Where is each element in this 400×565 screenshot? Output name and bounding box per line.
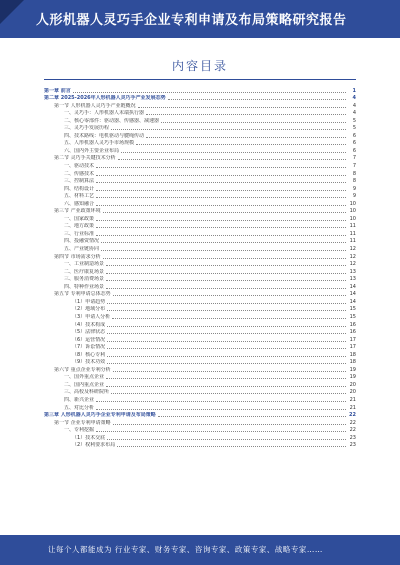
toc-entry[interactable] xyxy=(44,154,356,162)
header-corner-decoration xyxy=(0,0,24,24)
toc-entry-label: 二、国内重点企业 xyxy=(64,381,105,388)
toc-leader-dots xyxy=(158,416,346,417)
toc-entry-label: 五、材料工艺 xyxy=(64,193,95,200)
toc-entry-label: 二、医疗康复场景 xyxy=(64,268,105,275)
toc-leader-dots xyxy=(107,356,346,357)
toc-entry-page: 6 xyxy=(352,132,356,139)
toc-leader-dots xyxy=(96,227,346,228)
toc-entry-label: 四、投融资情况 xyxy=(64,238,100,245)
toc-leader-dots xyxy=(117,446,346,447)
toc-entry-page: 20 xyxy=(349,381,356,388)
toc-entry-label: 一、灵巧手：人形机器人末端执行器 xyxy=(64,110,145,117)
toc-entry-label: 五、产业链协同 xyxy=(64,246,100,253)
toc-leader-dots xyxy=(118,159,346,160)
toc-leader-dots xyxy=(107,310,346,311)
toc-entry-page: 12 xyxy=(349,246,356,253)
toc-entry[interactable] xyxy=(44,426,356,434)
toc-leader-dots xyxy=(96,409,346,410)
toc-entry-page: 12 xyxy=(349,261,356,268)
toc-entry-page: 20 xyxy=(349,389,356,396)
toc-entry[interactable] xyxy=(44,267,356,275)
toc-entry-label: 五、对比分析 xyxy=(64,404,95,411)
toc-entry-page: 21 xyxy=(349,396,356,403)
toc-entry[interactable] xyxy=(44,222,356,230)
toc-entry-page: 15 xyxy=(349,306,356,313)
toc-leader-dots xyxy=(168,99,346,100)
toc-entry-page: 1 xyxy=(352,87,356,94)
toc-leader-dots xyxy=(101,250,346,251)
toc-entry-label: 二、核心零部件：驱动器、传感器、减速器 xyxy=(64,117,160,124)
toc-leader-dots xyxy=(107,348,346,349)
toc-entry[interactable] xyxy=(44,395,356,403)
toc-leader-dots xyxy=(107,363,346,364)
toc-entry[interactable] xyxy=(44,365,356,373)
toc-leader-dots xyxy=(146,114,346,115)
toc-entry[interactable] xyxy=(44,335,356,343)
toc-entry[interactable] xyxy=(44,358,356,366)
toc-entry[interactable] xyxy=(44,94,356,102)
toc-entry-label: 二、地方政策 xyxy=(64,223,95,230)
toc-entry[interactable] xyxy=(44,441,356,449)
toc-entry-page: 16 xyxy=(349,321,356,328)
toc-entry-label: 三、高校及科研院所 xyxy=(64,389,110,396)
toc-leader-dots xyxy=(96,431,346,432)
toc-entry[interactable] xyxy=(44,297,356,305)
toc-leader-dots xyxy=(106,378,346,379)
toc-entry[interactable] xyxy=(44,169,356,177)
toc-leader-dots xyxy=(107,333,346,334)
toc-leader-dots xyxy=(106,265,346,266)
toc-entry[interactable] xyxy=(44,403,356,411)
toc-entry-page: 17 xyxy=(349,344,356,351)
toc-leader-dots xyxy=(101,242,346,243)
toc-entry[interactable] xyxy=(44,139,356,147)
toc-entry-label: 三、服务消费场景 xyxy=(64,276,105,283)
toc-entry-label: 第一章 前言 xyxy=(44,87,71,94)
toc-entry-page: 18 xyxy=(349,359,356,366)
toc-entry[interactable] xyxy=(44,388,356,396)
toc-entry-label: 二、传感技术 xyxy=(64,170,95,177)
toc-entry[interactable] xyxy=(44,380,356,388)
toc-leader-dots xyxy=(107,341,346,342)
toc-entry-label: 四、新兴企业 xyxy=(64,396,95,403)
toc-entry[interactable] xyxy=(44,328,356,336)
toc-leader-dots xyxy=(111,393,346,394)
toc-entry[interactable] xyxy=(44,244,356,252)
toc-leader-dots xyxy=(73,92,346,93)
toc-entry-label: 第二章 2025-2026年人形机器人灵巧手产业发展态势 xyxy=(44,95,166,102)
toc-entry[interactable] xyxy=(44,177,356,185)
toc-entry-label: （8）核心专利 xyxy=(72,351,106,358)
toc-entry-page: 16 xyxy=(349,329,356,336)
toc-entry[interactable] xyxy=(44,343,356,351)
toc-entry[interactable] xyxy=(44,229,356,237)
toc-entry-label: 第三章 人形机器人灵巧手企业专利申请及布局策略 xyxy=(44,412,156,419)
table-of-contents xyxy=(44,86,356,448)
header-banner xyxy=(0,0,400,38)
toc-entry[interactable] xyxy=(44,214,356,222)
toc-entry-label: 三、行业标准 xyxy=(64,230,95,237)
toc-entry-page: 19 xyxy=(349,366,356,373)
toc-entry-label: 五、人形机器人灵巧手市场规模 xyxy=(64,140,135,147)
toc-entry[interactable] xyxy=(44,433,356,441)
toc-entry-label: 第二节 灵巧手关键技术分析 xyxy=(54,155,116,162)
toc-entry[interactable] xyxy=(44,260,356,268)
toc-entry[interactable] xyxy=(44,146,356,154)
toc-entry[interactable] xyxy=(44,275,356,283)
toc-leader-dots xyxy=(96,197,346,198)
toc-leader-dots xyxy=(106,288,346,289)
toc-entry[interactable] xyxy=(44,109,356,117)
toc-divider xyxy=(44,79,356,80)
toc-leader-dots xyxy=(146,137,346,138)
toc-leader-dots xyxy=(96,175,346,176)
toc-entry-page: 14 xyxy=(349,283,356,290)
toc-entry[interactable] xyxy=(44,411,356,419)
toc-leader-dots xyxy=(96,182,346,183)
toc-entry-page: 9 xyxy=(352,193,356,200)
toc-entry-label: （5）法律状态 xyxy=(72,329,106,336)
toc-leader-dots xyxy=(113,295,346,296)
toc-leader-dots xyxy=(96,190,346,191)
toc-leader-dots xyxy=(161,122,346,123)
toc-entry-label: （1）技术交底 xyxy=(72,434,106,441)
toc-leader-dots xyxy=(106,386,346,387)
toc-entry-label: 第一节 人形机器人灵巧手产业链概况 xyxy=(54,102,136,109)
toc-entry[interactable] xyxy=(44,418,356,426)
toc-entry-label: 一、国外重点企业 xyxy=(64,374,105,381)
toc-entry[interactable] xyxy=(44,282,356,290)
toc-entry-page: 9 xyxy=(352,185,356,192)
toc-leader-dots xyxy=(96,235,346,236)
toc-entry[interactable] xyxy=(44,350,356,358)
toc-entry-label: 四、技术路线：电机驱动与腱绳传动 xyxy=(64,132,145,139)
toc-entry-page: 11 xyxy=(349,223,356,230)
toc-entry-page: 18 xyxy=(349,351,356,358)
toc-leader-dots xyxy=(121,152,346,153)
toc-entry-page: 19 xyxy=(349,374,356,381)
toc-entry-label: （1）申请趋势 xyxy=(72,298,106,305)
toc-entry[interactable] xyxy=(44,101,356,109)
toc-entry-label: （2）权利要求布局 xyxy=(72,442,116,449)
toc-entry-page: 14 xyxy=(349,291,356,298)
toc-entry-page: 14 xyxy=(349,298,356,305)
toc-entry[interactable] xyxy=(44,252,356,260)
toc-entry-label: 四、特种作业场景 xyxy=(64,283,105,290)
toc-leader-dots xyxy=(107,326,346,327)
toc-entry-label: 三、控制算法 xyxy=(64,178,95,185)
toc-entry-page: 11 xyxy=(349,230,356,237)
toc-entry-page: 5 xyxy=(352,117,356,124)
toc-entry[interactable] xyxy=(44,86,356,94)
toc-entry-page: 10 xyxy=(349,215,356,222)
toc-leader-dots xyxy=(113,424,346,425)
toc-entry-label: 第三节 产业政策环境 xyxy=(54,208,101,215)
toc-entry-page: 10 xyxy=(349,200,356,207)
footer-banner xyxy=(0,535,400,565)
toc-leader-dots xyxy=(96,167,346,168)
toc-entry-page: 8 xyxy=(352,170,356,177)
toc-entry-page: 17 xyxy=(349,336,356,343)
toc-entry-page: 22 xyxy=(349,419,356,426)
toc-entry[interactable] xyxy=(44,312,356,320)
toc-leader-dots xyxy=(96,205,346,206)
toc-entry-page: 6 xyxy=(352,147,356,154)
toc-entry-label: 一、专利挖掘 xyxy=(64,427,95,434)
toc-entry[interactable] xyxy=(44,116,356,124)
toc-leader-dots xyxy=(138,107,346,108)
toc-entry-label: 六、感知融合 xyxy=(64,200,95,207)
toc-entry-label: （7）诉讼情况 xyxy=(72,344,106,351)
toc-entry[interactable] xyxy=(44,124,356,132)
footer-slogan: 让每个人都能成为 行业专家、财务专家、咨询专家、政策专家、战略专家…… xyxy=(48,545,323,554)
report-title: 人形机器人灵巧手企业专利申请及布局策略研究报告 xyxy=(36,13,347,28)
toc-entry-label: （9）技术功效 xyxy=(72,359,106,366)
toc-entry-label: 第六节 重点企业专利分析 xyxy=(54,366,111,373)
toc-entry-page: 4 xyxy=(352,95,356,102)
toc-entry[interactable] xyxy=(44,207,356,215)
toc-entry[interactable] xyxy=(44,237,356,245)
toc-entry-page: 10 xyxy=(349,208,356,215)
toc-entry[interactable] xyxy=(44,192,356,200)
toc-entry[interactable] xyxy=(44,373,356,381)
toc-entry-page: 13 xyxy=(349,276,356,283)
toc-entry-page: 6 xyxy=(352,140,356,147)
toc-leader-dots xyxy=(106,273,346,274)
toc-entry-label: 第四节 市场需求分析 xyxy=(54,253,101,260)
toc-leader-dots xyxy=(103,258,346,259)
toc-entry-page: 21 xyxy=(349,404,356,411)
toc-leader-dots xyxy=(106,280,346,281)
toc-entry[interactable] xyxy=(44,161,356,169)
toc-entry-page: 23 xyxy=(349,434,356,441)
toc-leader-dots xyxy=(96,401,346,402)
toc-leader-dots xyxy=(103,212,346,213)
toc-leader-dots xyxy=(113,371,346,372)
toc-entry-label: （3）申请人分析 xyxy=(72,313,111,320)
toc-leader-dots xyxy=(107,303,346,304)
toc-entry-page: 23 xyxy=(349,442,356,449)
toc-entry[interactable] xyxy=(44,290,356,298)
toc-entry-page: 7 xyxy=(352,163,356,170)
toc-entry[interactable] xyxy=(44,320,356,328)
toc-heading: 内容目录 xyxy=(171,59,228,73)
toc-entry-label: （2）地域分布 xyxy=(72,306,106,313)
toc-leader-dots xyxy=(136,144,346,145)
toc-entry-page: 13 xyxy=(349,268,356,275)
toc-entry-label: 一、国家政策 xyxy=(64,215,95,222)
toc-entry-label: （4）技术构成 xyxy=(72,321,106,328)
toc-entry-page: 12 xyxy=(349,253,356,260)
toc-entry[interactable] xyxy=(44,199,356,207)
toc-entry-page: 5 xyxy=(352,125,356,132)
toc-entry-label: 六、国内外主要企业布局 xyxy=(64,147,120,154)
toc-entry-page: 22 xyxy=(349,412,356,419)
toc-entry-label: 一、驱动技术 xyxy=(64,163,95,170)
toc-entry-label: 三、灵巧手发展历程 xyxy=(64,125,110,132)
toc-leader-dots xyxy=(107,439,346,440)
toc-entry-label: （6）运营情况 xyxy=(72,336,106,343)
toc-entry-page: 7 xyxy=(352,155,356,162)
toc-leader-dots xyxy=(111,129,346,130)
toc-entry-label: 第五节 专利申请总体态势 xyxy=(54,291,111,298)
toc-entry-page: 11 xyxy=(349,238,356,245)
toc-leader-dots xyxy=(96,220,346,221)
toc-entry-label: 四、结构设计 xyxy=(64,185,95,192)
toc-entry-label: 一、工业制造场景 xyxy=(64,261,105,268)
toc-entry[interactable] xyxy=(44,184,356,192)
toc-entry-page: 8 xyxy=(352,178,356,185)
toc-entry-page: 22 xyxy=(349,427,356,434)
toc-entry[interactable] xyxy=(44,305,356,313)
toc-entry-page: 4 xyxy=(352,102,356,109)
toc-entry-page: 15 xyxy=(349,313,356,320)
toc-entry-page: 4 xyxy=(352,110,356,117)
toc-entry-label: 第一节 企业专利申请策略 xyxy=(54,419,111,426)
toc-leader-dots xyxy=(112,318,346,319)
toc-entry[interactable] xyxy=(44,131,356,139)
